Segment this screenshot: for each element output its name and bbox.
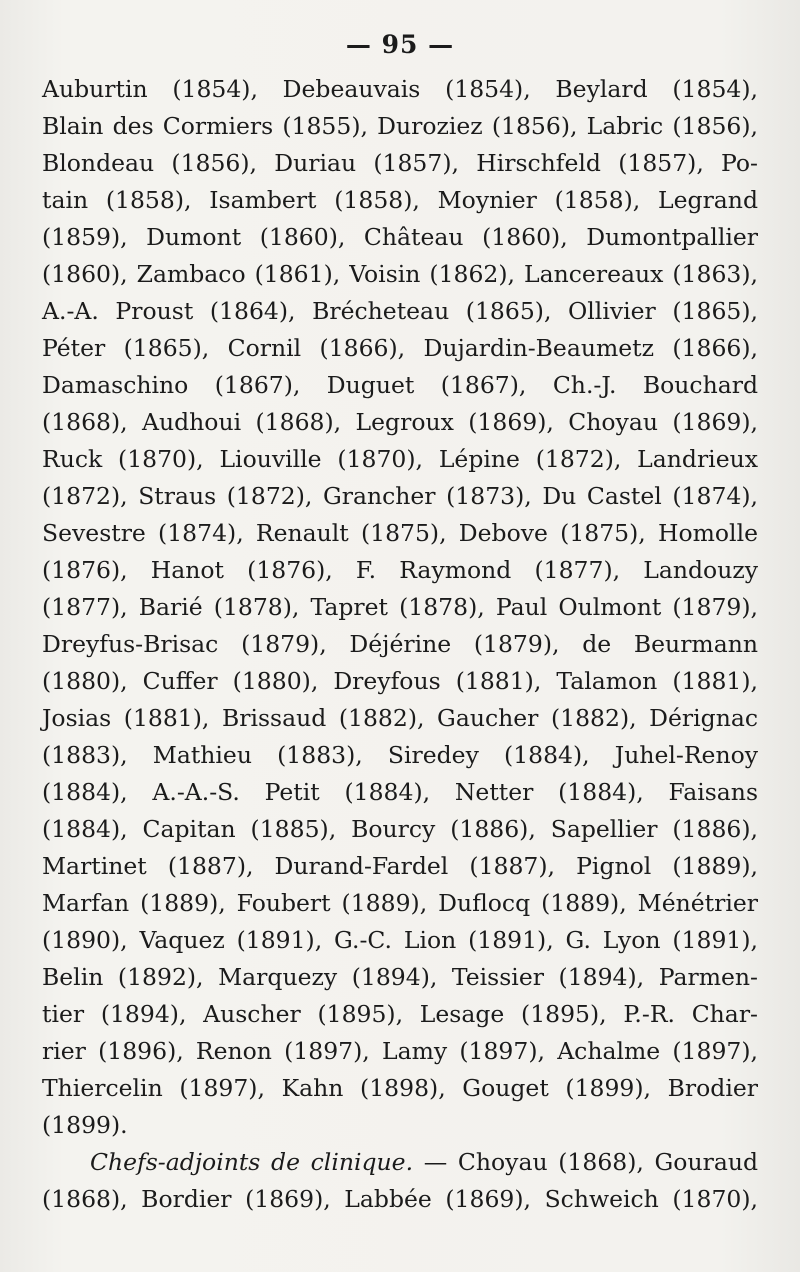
text-line: (1872), Straus (1872), Grancher (1873), Du Castel (1874), bbox=[42, 482, 758, 510]
text-line: Ruck (1870), Liouville (1870), Lépine (1872), Landrieux bbox=[42, 445, 758, 473]
page-number: — 95 — bbox=[345, 30, 455, 59]
section-heading: Chefs-adjoints de clinique. bbox=[90, 1148, 414, 1176]
text-line: Dreyfus-Brisac (1879), Déjérine (1879), de Beurmann bbox=[42, 630, 758, 658]
text-line: Blain des Cormiers (1855), Duroziez (1856), Labric (1856), bbox=[42, 112, 758, 140]
text-line: (1884), Capitan (1885), Bourcy (1886), Sapellier (1886), bbox=[42, 815, 758, 843]
text-line: (1899). bbox=[42, 1111, 128, 1139]
text-line: A.-A. Proust (1864), Brécheteau (1865), Ollivier (1865), bbox=[42, 297, 758, 325]
section-heading-line bbox=[90, 1147, 758, 1177]
text-line: (1883), Mathieu (1883), Siredey (1884), Juhel-Renoy bbox=[42, 741, 758, 769]
section-heading-continuation: — Choyau (1868), Gouraud bbox=[413, 1148, 759, 1176]
text-line: tier (1894), Auscher (1895), Lesage (1895), P.-R. Char- bbox=[42, 1000, 758, 1028]
text-line: (1877), Barié (1878), Tapret (1878), Paul Oulmont (1879), bbox=[42, 593, 758, 621]
text-line: (1890), Vaquez (1891), G.-C. Lion (1891), G. Lyon (1891), bbox=[42, 926, 758, 954]
text-line: (1876), Hanot (1876), F. Raymond (1877), Landouzy bbox=[42, 556, 758, 584]
text-line: Damaschino (1867), Duguet (1867), Ch.-J. Bouchard bbox=[42, 371, 758, 399]
text-line: rier (1896), Renon (1897), Lamy (1897), Achalme (1897), bbox=[42, 1037, 758, 1065]
text-line: Martinet (1887), Durand-Fardel (1887), Pignol (1889), bbox=[42, 852, 758, 880]
text-line: (1884), A.-A.-S. Petit (1884), Netter (1884), Faisans bbox=[42, 778, 758, 806]
text-line: Marfan (1889), Foubert (1889), Duflocq (1889), Ménétrier bbox=[42, 889, 758, 917]
text-line: tain (1858), Isambert (1858), Moynier (1858), Legrand bbox=[42, 186, 758, 214]
text-line: Belin (1892), Marquezy (1894), Teissier (1894), Parmen- bbox=[42, 963, 758, 991]
text-line: (1860), Zambaco (1861), Voisin (1862), Lancereaux (1863), bbox=[42, 260, 758, 288]
text-line: Sevestre (1874), Renault (1875), Debove (1875), Homolle bbox=[42, 519, 758, 547]
text-line: Josias (1881), Brissaud (1882), Gaucher (1882), Dérignac bbox=[42, 704, 758, 732]
text-line: Thiercelin (1897), Kahn (1898), Gouget (1899), Brodier bbox=[42, 1074, 758, 1102]
text-line: (1859), Dumont (1860), Château (1860), Dumontpallier bbox=[42, 223, 758, 251]
text-line: Blondeau (1856), Duriau (1857), Hirschfeld (1857), Po- bbox=[42, 149, 758, 177]
text-line: (1880), Cuffer (1880), Dreyfous (1881), Talamon (1881), bbox=[42, 667, 758, 695]
text-line: (1868), Audhoui (1868), Legroux (1869), Choyau (1869), bbox=[42, 408, 758, 436]
text-line: Péter (1865), Cornil (1866), Dujardin-Beaumetz (1866), bbox=[42, 334, 758, 362]
text-line: Auburtin (1854), Debeauvais (1854), Beylard (1854), bbox=[42, 75, 758, 103]
text-line: (1868), Bordier (1869), Labbée (1869), Schweich (1870), bbox=[42, 1185, 758, 1213]
